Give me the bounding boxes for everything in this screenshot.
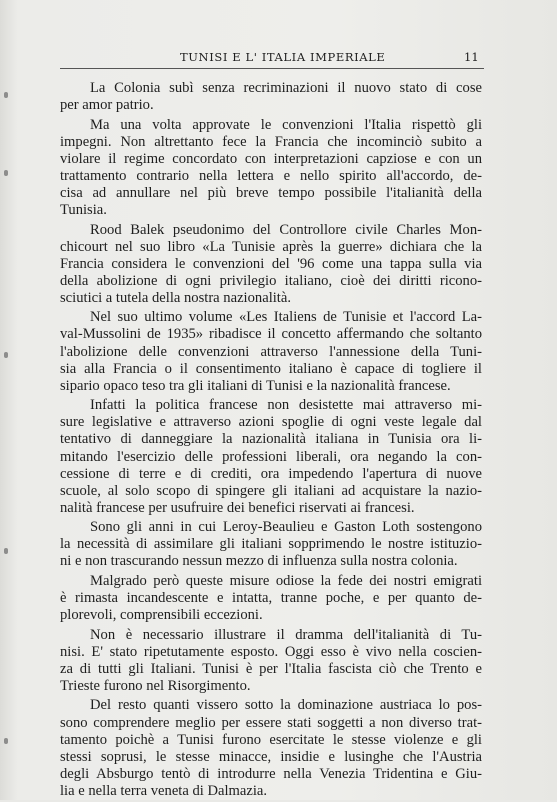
text-line: la necessità di assimilare gli italiani sopprimendo le nostre istituzio-: [60, 536, 482, 553]
text-line: mitando l'esercizio delle professioni liberali, ora negando la con-: [60, 448, 482, 465]
margin-speck: [4, 352, 8, 358]
text-line: nalità francese per usufruire dei benefici riservati ai francesi.: [60, 499, 415, 516]
running-header: [60, 50, 480, 66]
text-line: Non è necessario illustrare il dramma dell'italianità di Tu-: [90, 626, 482, 643]
text-line: per amor patrio.: [60, 97, 154, 114]
paragraph: [60, 80, 482, 114]
text-line: scuole, al solo scopo di spingere gli italiani ad acquistare la nazio-: [60, 482, 482, 499]
text-line: violare il regime concordato con interpretazioni capziose e con un: [60, 150, 482, 167]
text-line: sipario opaco teso tra gli italiani di Tunisi e la nazionalità francese.: [60, 377, 451, 394]
text-line: trattamento contrario nella lettera e nello spirito all'accordo, de-: [60, 167, 482, 184]
text-line: Infatti la politica francese non desistette mai attraverso mi-: [90, 397, 482, 414]
paragraph: [60, 117, 482, 220]
header-rule: [60, 68, 484, 69]
paragraph: [60, 573, 482, 624]
text-line: za di tutti gli Italiani. Tunisi è per l'Italia fascista ciò che Trento e: [60, 660, 482, 677]
paragraph: [60, 309, 482, 394]
text-line: Trieste furono nel Risorgimento.: [60, 677, 251, 694]
page-number: 11: [464, 50, 479, 64]
text-line: lia e nella terra veneta di Dalmazia.: [60, 782, 268, 799]
text-line: Nel suo ultimo volume «Les Italiens de Tunisie et l'accord La-: [90, 309, 482, 326]
text-line: plorevoli, comprensibili eccezioni.: [60, 607, 263, 624]
text-line: Francia considera le convenzioni del '96 come una tappa sulla via: [60, 255, 482, 272]
margin-speck: [4, 92, 8, 98]
paragraph: [60, 627, 482, 695]
text-line: Del resto quanti vissero sotto la dominazione austriaca lo pos-: [90, 697, 482, 714]
paragraph: [60, 397, 482, 517]
text-line: Tunisia.: [60, 202, 107, 219]
text-line: sure legislative e attraverso azioni spoglie di ogni veste legale dal: [60, 414, 482, 431]
text-line: Malgrado però queste misure odiose la fede dei nostri emigrati: [90, 572, 482, 589]
paragraph: [60, 222, 482, 307]
margin-speck: [4, 548, 8, 554]
text-line: cessione di terre e di crediti, ora impedendo l'apertura di nuove: [60, 465, 482, 482]
text-line: della abolizione di ogni privilegio italiano, cioè dei diritti ricono-: [60, 272, 482, 289]
text-line: tentativo di danneggiare la nazionalità italiana in Tunisia ora li-: [60, 431, 482, 448]
text-line: chicourt nel suo libro «La Tunisie après la guerre» dichiara che la: [60, 238, 482, 255]
text-line: sia alla Francia o il consentimento italiano è capace di togliere il: [60, 360, 482, 377]
text-line: stessi soprusi, le stesse minacce, insidie e lusinghe che l'Austria: [60, 748, 482, 765]
paragraph: [60, 519, 482, 570]
text-line: sciutici a tutela della nostra nazionalità.: [60, 289, 291, 306]
text-line: degli Absburgo tentò di introdurre nella Venezia Tridentina e Giu-: [60, 765, 482, 782]
margin-speck: [4, 170, 8, 176]
body-text: [60, 80, 482, 802]
running-title: TUNISI E L' ITALIA IMPERIALE: [180, 50, 386, 64]
margin-speck: [4, 738, 8, 744]
text-line: Sono gli anni in cui Leroy-Beaulieu e Gaston Loth sostengono: [90, 519, 482, 536]
text-line: Ma una volta approvate le convenzioni l'Italia rispettò gli: [90, 116, 482, 133]
text-line: nisi. E' stato ripetutamente esposto. Oggi esso è vivo nella coscien-: [60, 643, 482, 660]
text-line: ni e non trascurando nessun mezzo di influenza sulla nostra colonia.: [60, 553, 458, 570]
text-line: tamento poichè a Tunisi furono esercitate le stesse violenze e gli: [60, 731, 482, 748]
text-line: sono comprendere meglio per essere stati soggetti a non diverso trat-: [60, 714, 482, 731]
paragraph: [60, 697, 482, 800]
text-line: l'abolizione delle convenzioni attraverso l'annessione della Tuni-: [60, 343, 482, 360]
text-line: val-Mussolini de 1935» ribadisce il concetto affermando che soltanto: [60, 326, 482, 343]
text-line: cisa ad annullare nel più breve tempo possibile l'italianità della: [60, 184, 482, 201]
text-line: è rimasta incandescente e intatta, tranne poche, e per quanto de-: [60, 590, 482, 607]
text-line: impegni. Non altrettanto fece la Francia che incominciò subito a: [60, 133, 482, 150]
text-line: La Colonia subì senza recriminazioni il nuovo stato di cose: [90, 80, 482, 96]
text-line: Rood Balek pseudonimo del Controllore civile Charles Mon-: [90, 221, 482, 238]
